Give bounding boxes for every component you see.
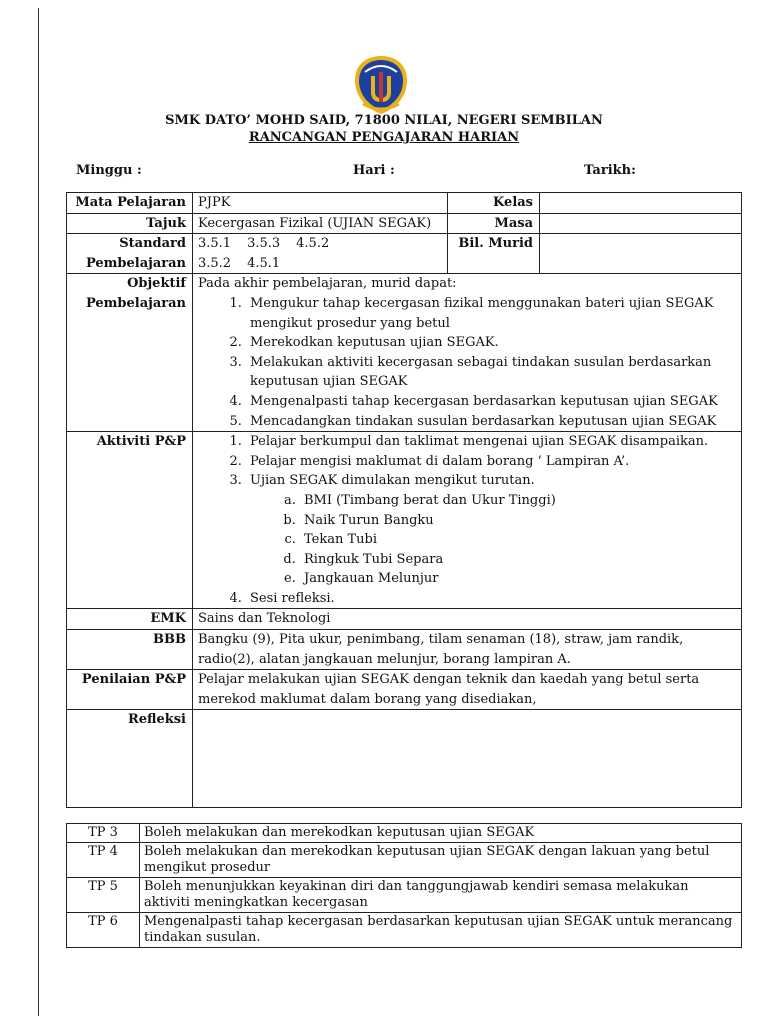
table-row — [67, 878, 742, 913]
tp-description: Boleh melakukan dan merekodkan keputusan ujian SEGAK — [140, 824, 742, 843]
list-item: 2. Merekodkan keputusan ujian SEGAK. — [246, 333, 737, 353]
tp-description: Boleh menunjukkan keyakinan diri dan tanggungjawab kendiri semasa melakukan aktiviti meningkatkan kecergasan — [140, 878, 742, 913]
mata-pelajaran-value: PJPK — [193, 193, 448, 214]
row-tajuk — [67, 213, 742, 234]
aktiviti-value — [193, 432, 742, 609]
list-item: 1. Pelajar berkumpul dan taklimat mengenai ujian SEGAK disampaikan. — [246, 432, 737, 452]
table-row — [67, 843, 742, 878]
table-row — [67, 824, 742, 843]
kelas-label: Kelas — [448, 193, 540, 214]
document-title: RANCANGAN PENGAJARAN HARIAN — [248, 130, 520, 145]
row-mata-pelajaran — [67, 193, 742, 214]
row-bbb — [67, 630, 742, 670]
emk-label: EMK — [67, 609, 193, 630]
objektif-value — [193, 274, 742, 432]
mata-pelajaran-label: Mata Pelajaran — [67, 193, 193, 214]
row-penilaian — [67, 670, 742, 710]
penilaian-label: Penilaian P&P — [67, 670, 193, 710]
refleksi-value — [193, 710, 742, 808]
standard-code: 4.5.1 — [247, 255, 281, 271]
standard-value — [193, 234, 448, 274]
list-item-text: Ujian SEGAK dimulakan mengikut turutan. — [250, 473, 535, 489]
aktiviti-sublist — [250, 491, 737, 589]
standard-label-line2: Pembelajaran — [85, 255, 186, 271]
bbb-value: Bangku (9), Pita ukur, penimbang, tilam senaman (18), straw, jam randik, radio(2), alatan jangkauan melunjur, borang lampiran A. — [193, 630, 742, 670]
tp-level: TP 4 — [67, 843, 140, 878]
sub-list-item: c. Tekan Tubi — [300, 530, 737, 550]
sub-list-item: e. Jangkauan Melunjur — [300, 569, 737, 589]
aktiviti-list — [198, 432, 737, 608]
standard-code: 3.5.1 — [198, 236, 232, 252]
aktiviti-label: Aktiviti P&P — [67, 432, 193, 609]
table-row — [67, 913, 742, 948]
bil-murid-label: Bil. Murid — [448, 234, 540, 274]
standard-label-line1: Standard — [119, 236, 186, 252]
objektif-label — [67, 274, 193, 432]
tajuk-label: Tajuk — [67, 213, 193, 234]
list-item: 4. Sesi refleksi. — [246, 589, 737, 609]
school-name: SMK DATO’ MOHD SAID, 71800 NILAI, NEGERI SEMBILAN — [165, 113, 603, 128]
sub-list-item: d. Ringkuk Tubi Separa — [300, 550, 737, 570]
list-item: 2. Pelajar mengisi maklumat di dalam borang ‘ Lampiran A’. — [246, 452, 737, 472]
masa-label: Masa — [448, 213, 540, 234]
tp-level: TP 5 — [67, 878, 140, 913]
standard-line-1 — [198, 234, 443, 254]
tp-description: Boleh melakukan dan merekodkan keputusan ujian SEGAK dengan lakuan yang betul mengikut prosedur — [140, 843, 742, 878]
sub-list-item: a. BMI (Timbang berat dan Ukur Tinggi) — [300, 491, 737, 511]
row-standard — [67, 234, 742, 274]
kelas-value — [540, 193, 742, 214]
list-item — [246, 471, 737, 589]
bbb-label: BBB — [67, 630, 193, 670]
penilaian-value: Pelajar melakukan ujian SEGAK dengan teknik dan kaedah yang betul serta merekod maklumat dalam borang yang disediakan, — [193, 670, 742, 710]
tahap-penguasaan-table — [66, 823, 742, 948]
standard-line-2 — [198, 254, 443, 274]
objektif-list — [198, 294, 737, 431]
school-crest-icon — [351, 54, 411, 116]
list-item: 3. Melakukan aktiviti kecergasan sebagai tindakan susulan berdasarkan keputusan ujian SEGAK — [246, 353, 737, 392]
masa-value — [540, 213, 742, 234]
standard-code: 3.5.3 — [247, 236, 281, 252]
standard-label — [67, 234, 193, 274]
row-objektif — [67, 274, 742, 432]
objektif-intro: Pada akhir pembelajaran, murid dapat: — [198, 276, 457, 292]
emk-value: Sains dan Teknologi — [193, 609, 742, 630]
objektif-label-line2: Pembelajaran — [85, 295, 186, 311]
lesson-plan-table — [66, 192, 742, 808]
list-item: 4. Mengenalpasti tahap kecergasan berdasarkan keputusan ujian SEGAK — [246, 392, 737, 412]
tajuk-value: Kecergasan Fizikal (UJIAN SEGAK) — [193, 213, 448, 234]
standard-code: 4.5.2 — [296, 236, 330, 252]
bil-murid-value — [540, 234, 742, 274]
hari-label: Hari : — [353, 163, 395, 178]
list-item: 5. Mencadangkan tindakan susulan berdasarkan keputusan ujian SEGAK — [246, 412, 737, 432]
tp-level: TP 3 — [67, 824, 140, 843]
row-aktiviti — [67, 432, 742, 609]
objektif-label-line1: Objektif — [127, 276, 186, 292]
tp-description: Mengenalpasti tahap kecergasan berdasarkan keputusan ujian SEGAK untuk merancang tindakan susulan. — [140, 913, 742, 948]
refleksi-label: Refleksi — [67, 710, 193, 808]
list-item: 1. Mengukur tahap kecergasan fizikal menggunakan bateri ujian SEGAK mengikut prosedur yang betul — [246, 294, 737, 333]
tarikh-label: Tarikh: — [584, 163, 636, 178]
sub-list-item: b. Naik Turun Bangku — [300, 511, 737, 531]
standard-code: 3.5.2 — [198, 255, 232, 271]
tp-level: TP 6 — [67, 913, 140, 948]
page-margin-line — [38, 8, 39, 1016]
row-emk — [67, 609, 742, 630]
minggu-label: Minggu : — [76, 163, 142, 178]
row-refleksi — [67, 710, 742, 808]
